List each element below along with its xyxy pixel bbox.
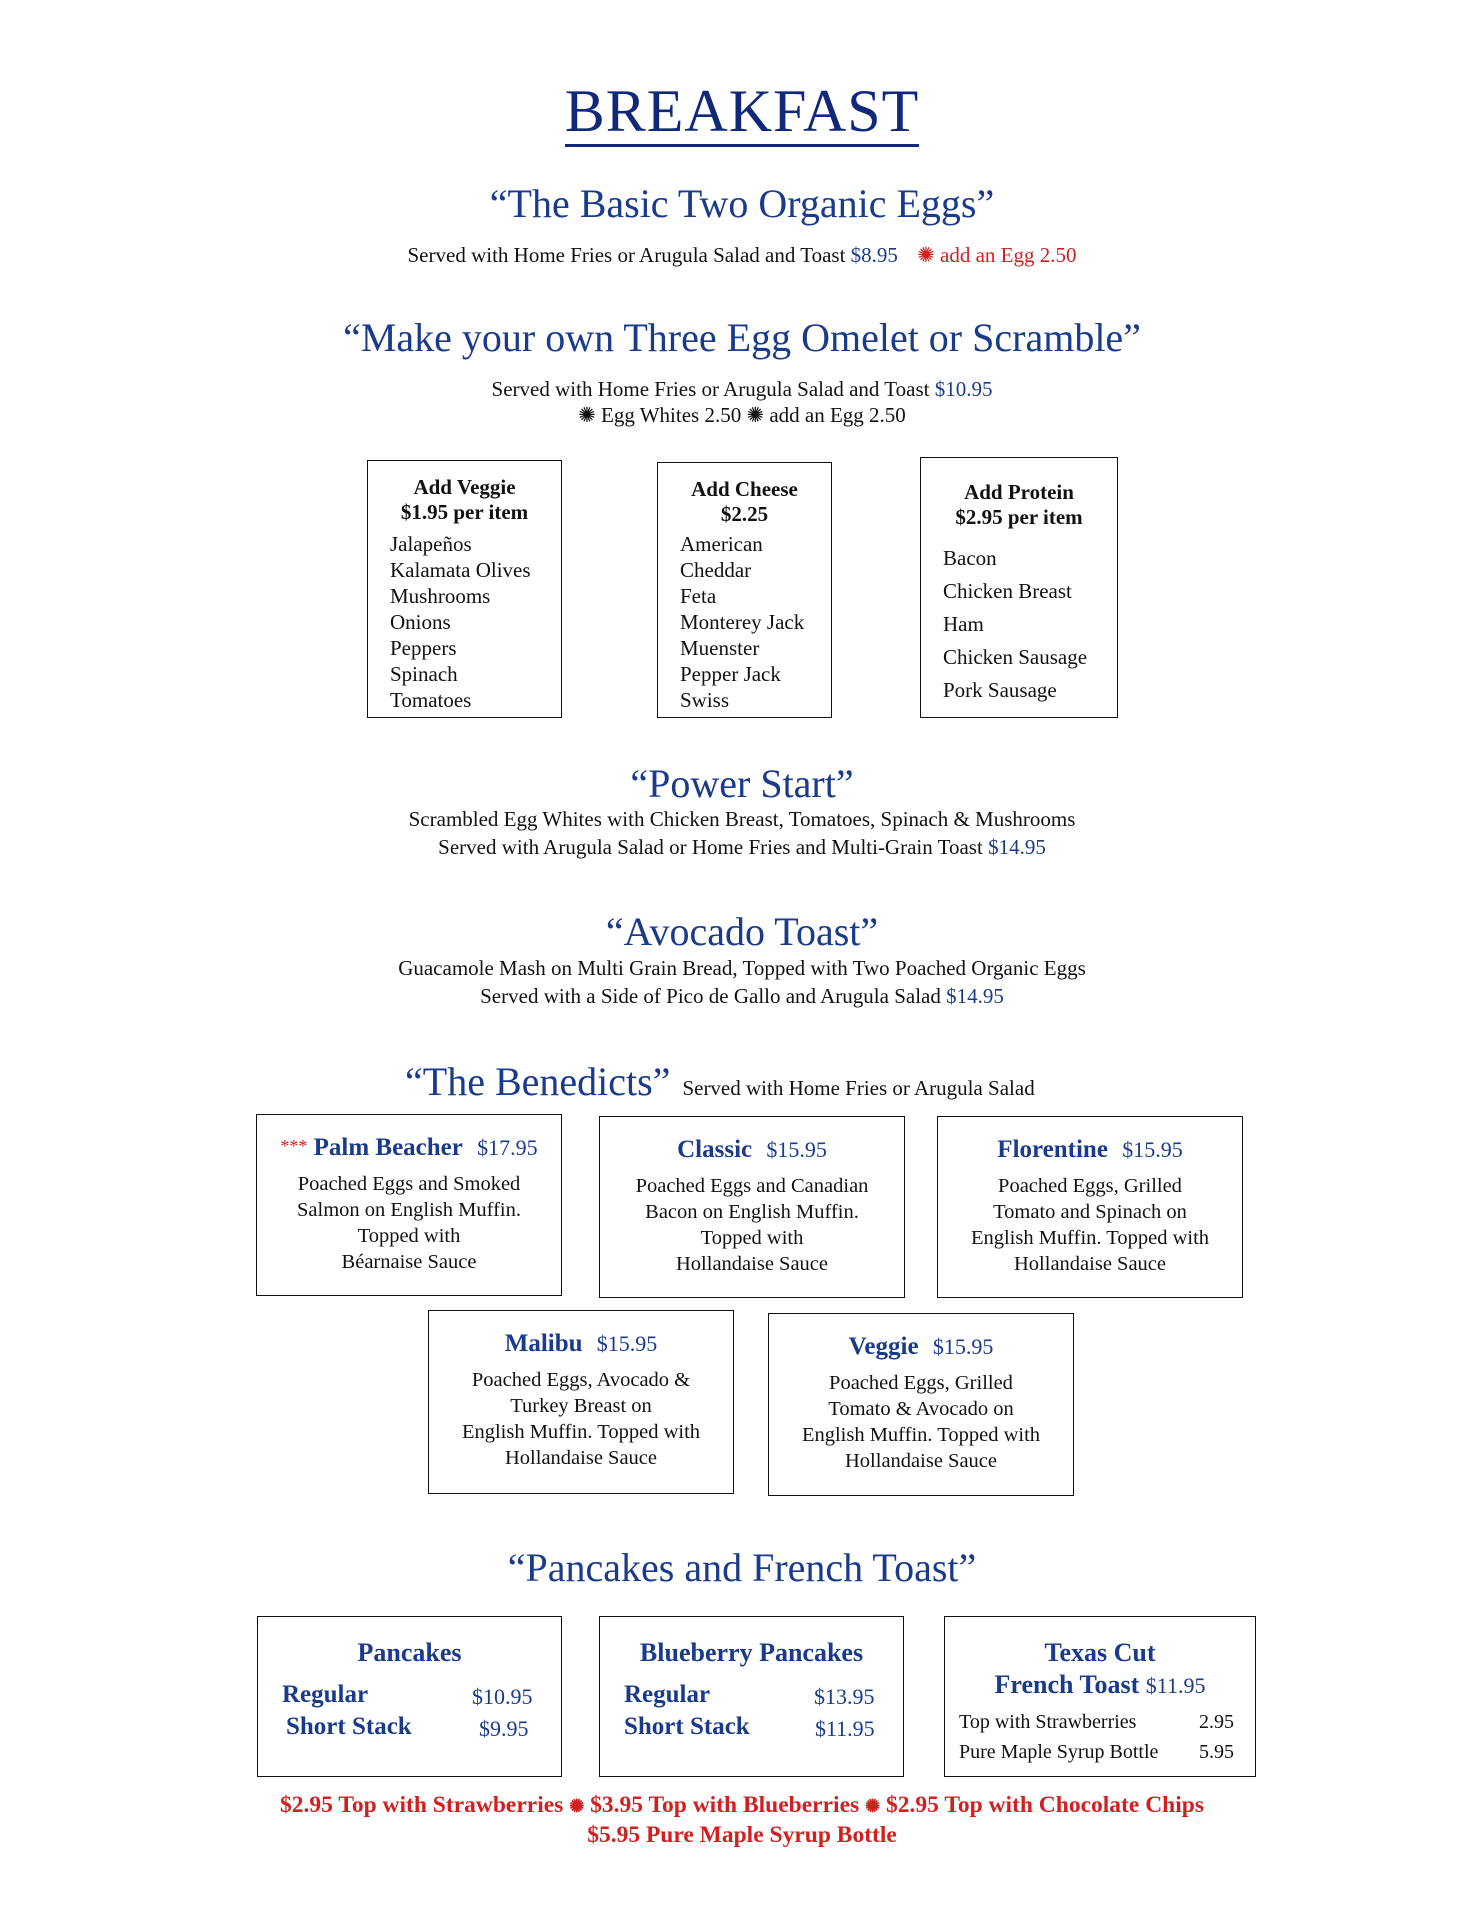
desc-line: Poached Eggs and Smoked — [297, 1173, 521, 1195]
list-item: Monterey Jack — [680, 610, 805, 634]
basic-served: Served with Home Fries or Arugula Salad and Toast — [407, 243, 846, 267]
desc-line: Poached Eggs, Grilled — [998, 1175, 1182, 1197]
french-toast-opt2-label: Pure Maple Syrup Bottle — [959, 1741, 1159, 1763]
benedicts-served: Served with Home Fries or Arugula Salad — [682, 1076, 1035, 1100]
star-icon: ✺ — [569, 1796, 585, 1816]
page-title: BREAKFAST — [565, 80, 920, 147]
add-cheese-box — [657, 462, 832, 718]
omelet-served: Served with Home Fries or Arugula Salad and Toast — [491, 377, 930, 401]
desc-line: Béarnaise Sauce — [341, 1251, 477, 1273]
list-item: Pork Sausage — [943, 678, 1057, 702]
desc-line: Hollandaise Sauce — [1014, 1253, 1166, 1275]
desc-line: English Muffin. Topped with — [461, 1421, 701, 1443]
add-protein-box — [920, 457, 1118, 718]
power-title: “Power Start” — [630, 761, 854, 806]
omelet-served-line — [0, 376, 1484, 403]
list-item: Jalapeños — [390, 532, 472, 556]
power-price: $14.95 — [988, 835, 1046, 859]
veggie-list — [390, 531, 561, 713]
list-item: American — [680, 532, 763, 556]
list-item: Swiss — [680, 688, 730, 712]
basic-served-line — [0, 242, 1484, 269]
desc-line: Hollandaise Sauce — [505, 1447, 657, 1469]
desc-line: Bacon on English Muffin. — [645, 1201, 859, 1223]
benedict-florentine — [937, 1116, 1243, 1298]
avocado-line-2-wrap — [0, 983, 1484, 1010]
topping-blueberries: $3.95 Top with Blueberries — [590, 1792, 860, 1818]
french-toast-box — [944, 1616, 1256, 1777]
veggie-head-1: Add Veggie — [413, 475, 516, 499]
french-toast-opt1-price: 2.95 — [1199, 1711, 1234, 1733]
topping-chocolate-chips: $2.95 Top with Chocolate Chips — [886, 1792, 1204, 1818]
protein-head-1: Add Protein — [964, 480, 1074, 504]
omelet-addon-2: add an Egg 2.50 — [769, 403, 906, 427]
avocado-title: “Avocado Toast” — [605, 909, 879, 954]
benedict-price: $15.95 — [766, 1137, 827, 1162]
list-item: Peppers — [390, 636, 457, 660]
benedict-malibu — [428, 1310, 734, 1494]
benedict-veggie — [768, 1313, 1074, 1496]
add-veggie-box — [367, 460, 562, 718]
star-icon: ✺ — [865, 1796, 881, 1816]
basic-price: $8.95 — [850, 243, 898, 267]
benedict-price: $17.95 — [477, 1135, 538, 1160]
toppings-line-1 — [0, 1790, 1484, 1821]
blueberry-short-price: $11.95 — [815, 1716, 875, 1741]
pancakes-short-price: $9.95 — [479, 1716, 529, 1741]
desc-line: Poached Eggs, Grilled — [829, 1372, 1013, 1394]
french-toast-title-2-wrap — [945, 1669, 1255, 1702]
blueberry-regular-price: $13.95 — [814, 1684, 875, 1709]
avocado-line-2: Served with a Side of Pico de Gallo and Arugula Salad — [480, 984, 941, 1008]
list-item: Feta — [680, 584, 717, 608]
pancakes-short-label: Short Stack — [286, 1713, 412, 1740]
french-toast-price: $11.95 — [1145, 1673, 1206, 1698]
benedict-price: $15.95 — [596, 1331, 658, 1356]
topping-maple-syrup: $5.95 Pure Maple Syrup Bottle — [587, 1822, 897, 1848]
list-item: Bacon — [943, 546, 997, 570]
star-icon: ✺ — [917, 243, 935, 267]
omelet-addon-1: Egg Whites 2.50 — [601, 403, 742, 427]
desc-line: Poached Eggs, Avocado & — [471, 1369, 691, 1391]
blueberry-box-title: Blueberry Pancakes — [639, 1638, 864, 1667]
desc-line: Tomato and Spinach on — [993, 1201, 1187, 1223]
topping-strawberries: $2.95 Top with Strawberries — [280, 1792, 564, 1818]
desc-line: Topped with — [357, 1225, 461, 1247]
list-item: Muenster — [680, 636, 760, 660]
benedict-desc — [429, 1367, 733, 1471]
list-item: Pepper Jack — [680, 662, 781, 686]
pancakes-regular-label: Regular — [282, 1681, 369, 1708]
desc-line: Hollandaise Sauce — [845, 1450, 997, 1472]
basic-addon: add an Egg 2.50 — [940, 243, 1077, 267]
benedict-title — [600, 1135, 904, 1165]
cheese-head-2: $2.25 — [720, 502, 769, 526]
pancakes-title: “Pancakes and French Toast” — [507, 1545, 977, 1590]
list-item: Mushrooms — [390, 584, 491, 608]
benedict-title — [429, 1329, 733, 1359]
cheese-head-1: Add Cheese — [691, 477, 798, 501]
omelet-price: $10.95 — [934, 377, 993, 401]
list-item: Onions — [390, 610, 451, 634]
benedict-desc — [600, 1173, 904, 1277]
list-item: Chicken Breast — [943, 579, 1072, 603]
french-toast-opt1-label: Top with Strawberries — [959, 1711, 1137, 1733]
desc-line: Salmon on English Muffin. — [297, 1199, 521, 1221]
list-item: Kalamata Olives — [390, 558, 531, 582]
benedict-price: $15.95 — [932, 1334, 994, 1359]
desc-line: Topped with — [700, 1227, 804, 1249]
benedict-price: $15.95 — [1122, 1137, 1183, 1162]
benedict-title — [938, 1135, 1242, 1165]
desc-line: Hollandaise Sauce — [676, 1253, 828, 1275]
omelet-addons — [0, 402, 1484, 429]
benedict-name: Palm Beacher — [313, 1134, 463, 1161]
star-icon: ✺ — [746, 403, 765, 427]
list-item: Ham — [943, 612, 984, 636]
list-item: Cheddar — [680, 558, 752, 582]
protein-list — [943, 542, 1117, 707]
french-toast-title-1: Texas Cut — [1044, 1638, 1156, 1667]
basic-title: “The Basic Two Organic Eggs” — [489, 181, 995, 226]
benedict-classic — [599, 1116, 905, 1298]
benedicts-title: “The Benedicts” — [405, 1059, 671, 1104]
benedict-title — [257, 1131, 561, 1163]
desc-line: Poached Eggs and Canadian — [635, 1175, 869, 1197]
omelet-title: “Make your own Three Egg Omelet or Scramble” — [343, 315, 1141, 360]
list-item: Spinach — [390, 662, 458, 686]
list-item: Chicken Sausage — [943, 645, 1088, 669]
benedict-name: Veggie — [848, 1333, 919, 1360]
avocado-price: $14.95 — [946, 984, 1004, 1008]
desc-line: English Muffin. Topped with — [801, 1424, 1041, 1446]
protein-head-2: $2.95 per item — [955, 505, 1083, 529]
pancakes-regular-price: $10.95 — [472, 1684, 533, 1709]
desc-line: Turkey Breast on — [510, 1395, 652, 1417]
blueberry-regular-label: Regular — [624, 1681, 711, 1708]
french-toast-opt2-price: 5.95 — [1199, 1741, 1234, 1763]
blueberry-pancakes-box — [599, 1616, 904, 1777]
benedict-palm-beacher — [256, 1114, 562, 1296]
benedict-name: Classic — [677, 1136, 753, 1163]
list-item: Tomatoes — [390, 688, 472, 712]
power-line-2: Served with Arugula Salad or Home Fries and Multi-Grain Toast — [438, 835, 983, 859]
page-title-wrap — [0, 80, 1484, 147]
blueberry-short-label: Short Stack — [624, 1713, 750, 1740]
pancakes-box-title: Pancakes — [357, 1638, 462, 1667]
benedict-desc — [769, 1370, 1073, 1474]
star-icon: ✺ — [578, 403, 596, 427]
desc-line: English Muffin. Topped with — [970, 1227, 1210, 1249]
benedict-desc — [257, 1171, 561, 1275]
power-line-2-wrap — [0, 834, 1484, 861]
benedict-name: Malibu — [504, 1330, 583, 1357]
desc-line: Tomato & Avocado on — [828, 1398, 1014, 1420]
benedict-title — [769, 1332, 1073, 1362]
avocado-line-1: Guacamole Mash on Multi Grain Bread, Topped with Two Poached Organic Eggs — [398, 956, 1086, 980]
asterisks-icon: *** — [280, 1136, 308, 1156]
veggie-head-2: $1.95 per item — [400, 500, 529, 524]
cheese-list — [680, 531, 831, 713]
benedict-desc — [938, 1173, 1242, 1277]
french-toast-title-2: French Toast — [994, 1670, 1140, 1699]
benedicts-heading — [405, 1060, 1035, 1104]
benedict-name: Florentine — [997, 1136, 1108, 1163]
power-line-1: Scrambled Egg Whites with Chicken Breast, Tomatoes, Spinach & Mushrooms — [408, 807, 1076, 831]
pancakes-box — [257, 1616, 562, 1777]
